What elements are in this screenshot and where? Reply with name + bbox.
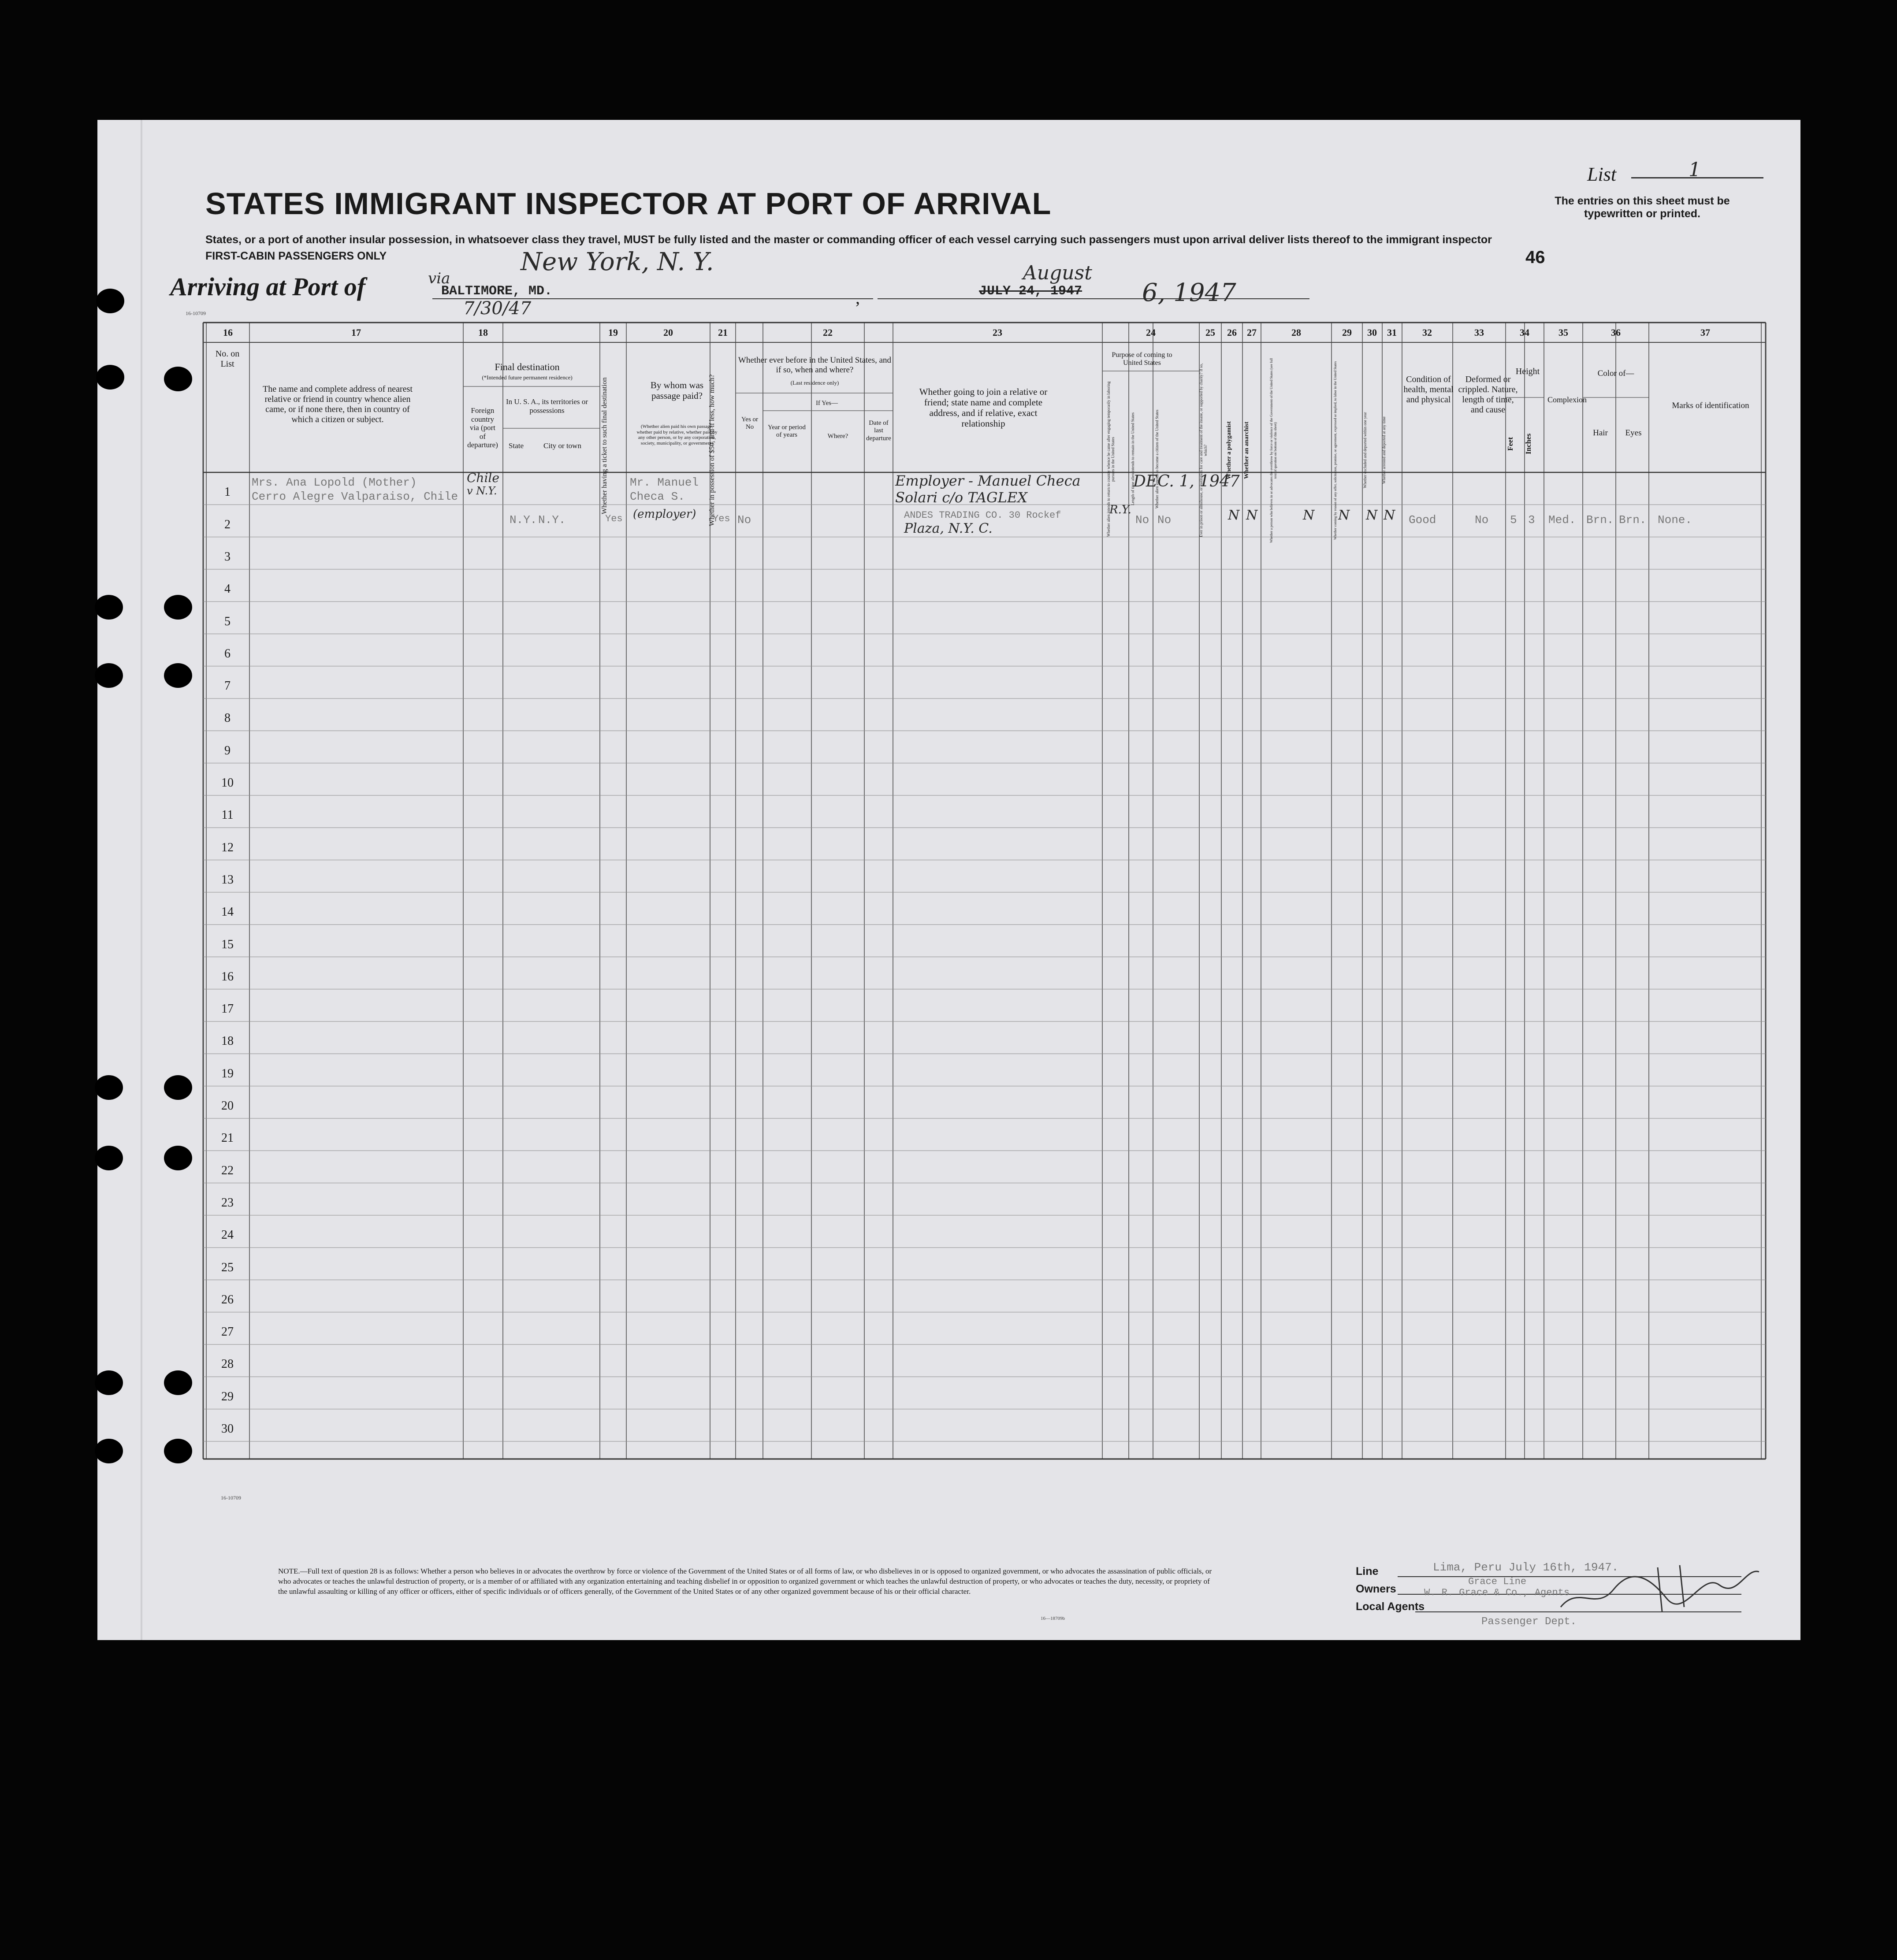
port-typed: BALTIMORE, MD. [441, 284, 553, 299]
signature-scribble [1552, 1559, 1763, 1620]
row-number: 25 [221, 1260, 234, 1274]
column-number: 27 [1247, 327, 1257, 338]
punch-hole [95, 1146, 123, 1170]
row-number: 13 [221, 872, 234, 887]
header-nearest-relative: The name and complete address of nearest relative or friend in country whence alien came, or if none there, then in country of which a citizen or subject. [263, 384, 413, 424]
footer-note: NOTE.—Full text of question 28 is as follows: Whether a person who believes in or advocates the overthrow by force or violence of the Government of the United States or of all forms of law, or who disbelieves in or is opposed to organized government, or who advocates the assassination of public officials, or who advocates or teaches the unlawful destruction of property, or is a member of or affiliated with any organization entertaining and teaching disbelief in or opposition to organized government or which teaches the unlawful destruction of property, or who advocates or teaches the duty, necessity, or propriety of the unlawful assaulting or killing of any officer or officers, either of specific individuals or of officers generally, of the Government of the United States or of any other organized government because of his or their official character. [278, 1567, 1212, 1596]
form-subtitle: States, or a port of another insular possession, in whatsoever class they travel, MUST be fully listed and the master or commanding officer of each vessel carrying such passengers must upon arrival deliver lists thereof to the immigrant inspector [205, 234, 1492, 246]
header-polygamist: Whether a polygamist [1226, 421, 1232, 479]
form-code: 16-10709 [186, 310, 206, 316]
column-number: 18 [478, 327, 488, 338]
row-number: 10 [221, 776, 234, 790]
entry1-hair: Brn. [1586, 513, 1614, 527]
column-number: 16 [223, 327, 233, 338]
row-number: 28 [221, 1357, 234, 1371]
entry1-passage-hw: (employer) [633, 508, 696, 521]
column-number: 17 [351, 327, 361, 338]
column-number: 30 [1367, 327, 1377, 338]
row-number: 24 [221, 1228, 234, 1242]
row-number: 18 [221, 1034, 234, 1048]
header-joining: Whether going to join a relative or friend; state name and complete address, and if relative, exact relationship [919, 386, 1048, 429]
entry1-passage-line1: Mr. Manuel [630, 476, 699, 489]
header-arrested: Whether arrested and deported at any time [1382, 416, 1386, 484]
entry1-via: v N.Y. [467, 485, 497, 497]
header-color-of: Color of— [1597, 369, 1634, 378]
row-number: 6 [224, 646, 231, 661]
entry1-joining-line1: Employer - Manuel Checa [895, 472, 1081, 489]
entry1-ticket: Yes [605, 513, 623, 524]
header-passage-paid: By whom was passage paid? [650, 380, 704, 401]
column-number: 32 [1422, 327, 1432, 338]
header-health: Condition of health, mental and physical [1403, 375, 1454, 405]
punch-hole [95, 595, 123, 620]
footer-owners-value: Grace Line [1468, 1576, 1527, 1587]
footer-agents-value: Passenger Dept. [1481, 1616, 1577, 1628]
row-number: 3 [224, 549, 231, 564]
row-number: 23 [221, 1195, 234, 1210]
entry1-q28: N [1303, 508, 1315, 523]
form-code-lower: 16-10709 [221, 1495, 241, 1501]
punch-hole [95, 1439, 123, 1463]
header-excluded: Whether excluded and deported within one year [1363, 412, 1367, 489]
punch-hole [164, 1146, 192, 1170]
row-number: 19 [221, 1066, 234, 1080]
header-purpose: Purpose of coming to United States [1112, 351, 1172, 367]
entry1-q30: N [1366, 508, 1378, 523]
header-purpose-length: Length of time alien intends to remain in the United States [1131, 412, 1135, 506]
footer-line-label: Line [1356, 1565, 1379, 1578]
column-number: 33 [1474, 327, 1484, 338]
entry1-purpose: R.Y. [1109, 503, 1131, 516]
header-prison: Ever in prison or almshouse, or institution for care and treatment of the insane, or supported by charity? If so, which? [1199, 363, 1208, 538]
column-number: 19 [608, 327, 618, 338]
column-number: 36 [1611, 327, 1621, 338]
column-number: 21 [718, 327, 728, 338]
column-number: 35 [1559, 327, 1568, 338]
header-labor-offer: Whether coming by reason of any offer, solicitation, promise, or agreement, expressed or implied, to labor in the United States [1333, 361, 1337, 540]
header-purpose-citizen: Whether alien intends to become a citizen of the United States [1155, 409, 1159, 509]
header-money: Whether in possession of $50, and if less, how much? [708, 374, 716, 527]
date-handwritten-month: August [1023, 262, 1092, 284]
header-ever-before: Whether ever before in the United States, and if so, when and where? [738, 356, 892, 375]
comma: , [856, 288, 860, 308]
header-date-last-departure: Date of last departure [866, 419, 891, 442]
entry1-passage-line2: Checa S. [630, 490, 685, 503]
row-number: 9 [224, 743, 231, 757]
entry1-state: N.Y. [510, 513, 537, 527]
entry1-citizen: No [1135, 513, 1149, 527]
header-feet: Feet [1506, 437, 1514, 451]
entry1-eyes: Brn. [1619, 513, 1647, 527]
entry1-city: N.Y. [538, 513, 566, 527]
row-number: 7 [224, 679, 231, 693]
header-purpose-return: Whether alien intends to return to country whence he came after engaging temporarily in laboring pursuits in the United States [1106, 381, 1115, 537]
manifest-grid [97, 120, 1800, 1640]
entry1-relative-line1: Mrs. Ana Lopold (Mother) [252, 476, 417, 489]
header-city: City or town [543, 442, 581, 450]
entry1-foreign-country: Chile [467, 471, 499, 485]
entry1-polygamist: N [1228, 508, 1240, 523]
row-number: 1 [224, 485, 231, 499]
row-number: 15 [221, 937, 234, 951]
typewrite-instructions: The entries on this sheet must be typewritten or printed. [1555, 195, 1730, 220]
entry1-q29: N [1338, 508, 1350, 523]
list-value: 1 [1689, 159, 1701, 181]
column-number: 24 [1146, 327, 1156, 338]
entry1-joining-line2: Solari c/o TAGLEX [895, 489, 1027, 506]
row-number: 17 [221, 1002, 234, 1016]
row-number: 20 [221, 1099, 234, 1113]
header-final-destination-note: (*Intended future permanent residence) [482, 374, 573, 381]
punch-hole [164, 1075, 192, 1100]
entry1-length: DEC. 1, 1947 [1133, 472, 1240, 490]
punch-hole [96, 365, 124, 390]
column-number: 25 [1205, 327, 1215, 338]
entry1-feet: 5 [1510, 513, 1517, 527]
row-number: 8 [224, 711, 231, 725]
column-number: 31 [1387, 327, 1397, 338]
entry1-joining-typed: ANDES TRADING CO. 30 Rockef [904, 510, 1061, 521]
header-complexion: Complexion [1547, 395, 1587, 404]
date-typed: JULY 24, 1947 [979, 284, 1082, 299]
entry1-joining-line3: Plaza, N.Y. C. [904, 521, 993, 536]
column-number: 26 [1227, 327, 1237, 338]
row-number: 26 [221, 1292, 234, 1307]
header-height: Height [1515, 367, 1540, 376]
punch-hole [95, 1370, 123, 1395]
row-number: 16 [221, 969, 234, 984]
row-number: 11 [221, 808, 234, 822]
row-number: 21 [221, 1131, 234, 1145]
list-label: List [1587, 163, 1617, 185]
cabin-class: FIRST-CABIN PASSENGERS ONLY [205, 250, 387, 262]
punch-hole [95, 1075, 123, 1100]
row-number: 29 [221, 1389, 234, 1403]
entry1-money: Yes [713, 513, 730, 524]
entry1-prison: No [1157, 513, 1172, 527]
port-via: via [428, 270, 450, 287]
row-number: 27 [221, 1325, 234, 1339]
entry1-before-in-us: No [737, 513, 751, 527]
column-number: 28 [1291, 327, 1301, 338]
entry1-marks: None. [1658, 513, 1692, 527]
date-stamp: 7/30/47 [463, 298, 532, 319]
entry1-complexion: Med. [1548, 513, 1576, 527]
punch-hole [164, 1370, 192, 1395]
header-overthrow: Whether a person who believes in or advocates the overthrow by force or violence of the Government of the United States (see full text of question on bottom of this sheet) [1269, 358, 1277, 543]
form-code-bottom: 16—18709b [1041, 1616, 1065, 1621]
header-foreign-country: Foreign country via (port of departure) [467, 406, 498, 449]
header-anarchist: Whether an anarchist [1243, 421, 1250, 479]
manifest-sheet [97, 120, 1800, 1640]
port-handwritten: New York, N. Y. [521, 248, 714, 276]
date-handwritten-year: 6, 1947 [1142, 278, 1236, 307]
form-title: STATES IMMIGRANT INSPECTOR AT PORT OF ARRIVAL [205, 186, 1052, 221]
column-number: 22 [823, 327, 833, 338]
row-number: 4 [224, 582, 231, 596]
row-number: 14 [221, 905, 234, 919]
column-number: 34 [1520, 327, 1529, 338]
punch-hole [95, 663, 123, 688]
arriving-label: Arriving at Port of [170, 272, 366, 301]
header-year-period: Year or period of years [768, 424, 806, 439]
header-eyes: Eyes [1625, 428, 1642, 438]
header-state: State [509, 442, 524, 450]
row-number: 12 [221, 840, 234, 854]
punch-hole [164, 1439, 192, 1463]
footer-line-value: Lima, Peru July 16th, 1947. [1433, 1561, 1619, 1574]
header-ticket: Whether having a ticket to such final destination [601, 377, 608, 515]
footer-owners-value-2: W. R. Grace & Co., Agents [1424, 1587, 1570, 1598]
header-final-destination: Final destination [495, 361, 560, 372]
entry1-q31: N [1384, 508, 1395, 523]
header-if-yes: If Yes— [815, 400, 838, 407]
page-number: 46 [1525, 248, 1545, 267]
punch-hole [164, 367, 192, 391]
column-number: 29 [1342, 327, 1352, 338]
header-marks: Marks of identification [1672, 401, 1749, 410]
footer-agents-label: Local Agents [1356, 1600, 1425, 1613]
entry1-anarchist: N [1246, 508, 1258, 523]
punch-hole [164, 663, 192, 688]
header-hair: Hair [1593, 428, 1608, 438]
row-number: 2 [224, 517, 231, 531]
row-number: 22 [221, 1163, 234, 1177]
punch-hole [96, 289, 124, 313]
row-number: 30 [221, 1422, 234, 1436]
entry1-inches: 3 [1528, 513, 1535, 527]
entry1-deformed: No [1475, 513, 1489, 527]
header-last-residence: (Last residence only) [790, 379, 839, 386]
entry1-health: Good [1409, 513, 1436, 527]
column-number: 23 [993, 327, 1002, 338]
footer-owners-label: Owners [1356, 1583, 1396, 1595]
header-deformed: Deformed or crippled. Nature, length of time, and cause [1458, 375, 1518, 415]
header-inches: Inches [1524, 433, 1532, 454]
header-where: Where? [827, 433, 848, 440]
row-number: 5 [224, 614, 231, 628]
header-in-usa: In U. S. A., its territories or possessions [506, 397, 588, 415]
punch-hole [164, 595, 192, 620]
header-no-on-list: No. on List [215, 349, 240, 369]
header-yes-no: Yes or No [741, 416, 759, 431]
column-number: 37 [1700, 327, 1710, 338]
entry1-relative-line2: Cerro Alegre Valparaiso, Chile [252, 490, 458, 503]
column-number: 20 [663, 327, 673, 338]
header-passage-note: (Whether alien paid his own passage, whether paid by relative, whether paid by any other person, or by any corporation, society, municipality, or government) [636, 424, 718, 446]
